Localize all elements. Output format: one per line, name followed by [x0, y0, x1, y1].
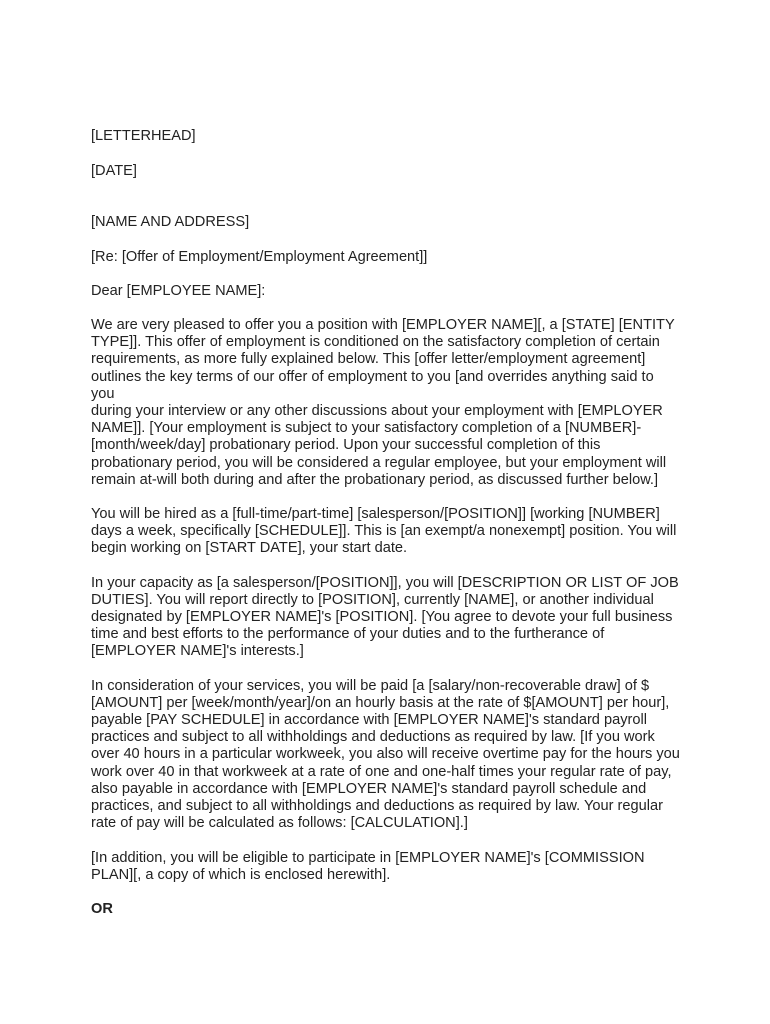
date-placeholder: [DATE] [91, 163, 137, 180]
name-address-placeholder: [NAME AND ADDRESS] [91, 214, 250, 231]
subject-line: [Re: [Offer of Employment/Employment Agreement]] [91, 248, 428, 265]
paragraph-compensation: In consideration of your services, you will be paid [a [salary/non-recoverable draw] of $ [AMOUNT] per [week/month/year]/on an hourly basis at the rate of $[AMOUNT] per hour], payable [PAY SCHEDULE] in accordance with [EMPLOYER NAME]'s standard payroll practices and subject to all withholdings and deductions as required by law. [If you work over 40 hours in a particular workweek, you also will receive overtime pay for the hours you work over 40 in that workweek at a rate of one and one-half times your regular rate of pay, also payable in accordance with [EMPLOYER NAME]'s standard payroll schedule and practices, and subject to all withholdings and deductions as required by law. Your regular rate of pay will be calculated as follows: [CALCULATION].] [91, 677, 680, 832]
paragraph-duties: In your capacity as [a salesperson/[POSITION]], you will [DESCRIPTION OR LIST OF JOB DUTIES]. You will report directly to [POSITION], currently [NAME], or another individual designated by [EMPLOYER NAME]'s [POSITION]. [You agree to devote your full business time and best efforts to the performance of your duties and to the furtherance of [EMPLOYER NAME]'s interests.] [91, 574, 679, 660]
paragraph-commission: [In addition, you will be eligible to participate in [EMPLOYER NAME]'s [COMMISSION PLAN][, a copy of which is enclosed herewith]. [91, 849, 645, 883]
or-label: OR [91, 900, 113, 917]
paragraph-offer-intro: We are very pleased to offer you a position with [EMPLOYER NAME][, a [STATE] [ENTITY TYPE]]. This offer of employment is conditioned on the satisfactory completion of certain requirements, as more fully explained below. This [offer letter/employment agreement] outlines the key terms of our offer of employment to you [and overrides anything said to you during your interview or any other discussions about your employment with [EMPLOYER NAME]]. [Your employment is subject to your satisfactory completion of a [NUMBER]- [month/week/day] probationary period. Upon your successful completion of this probationary period, you will be considered a regular employee, but your employment will remain at-will both during and after the probationary period, as discussed further below.] [91, 317, 675, 488]
letter-document [91, 128, 681, 918]
letterhead-placeholder: [LETTERHEAD] [91, 128, 196, 144]
salutation: Dear [EMPLOYEE NAME]: [91, 282, 266, 299]
paragraph-position: You will be hired as a [full-time/part-time] [salesperson/[POSITION]] [working [NUMBER] days a week, specifically [SCHEDULE]]. This is [an exempt/a nonexempt] position. You will begin working on [START DATE], your start date. [91, 506, 677, 557]
